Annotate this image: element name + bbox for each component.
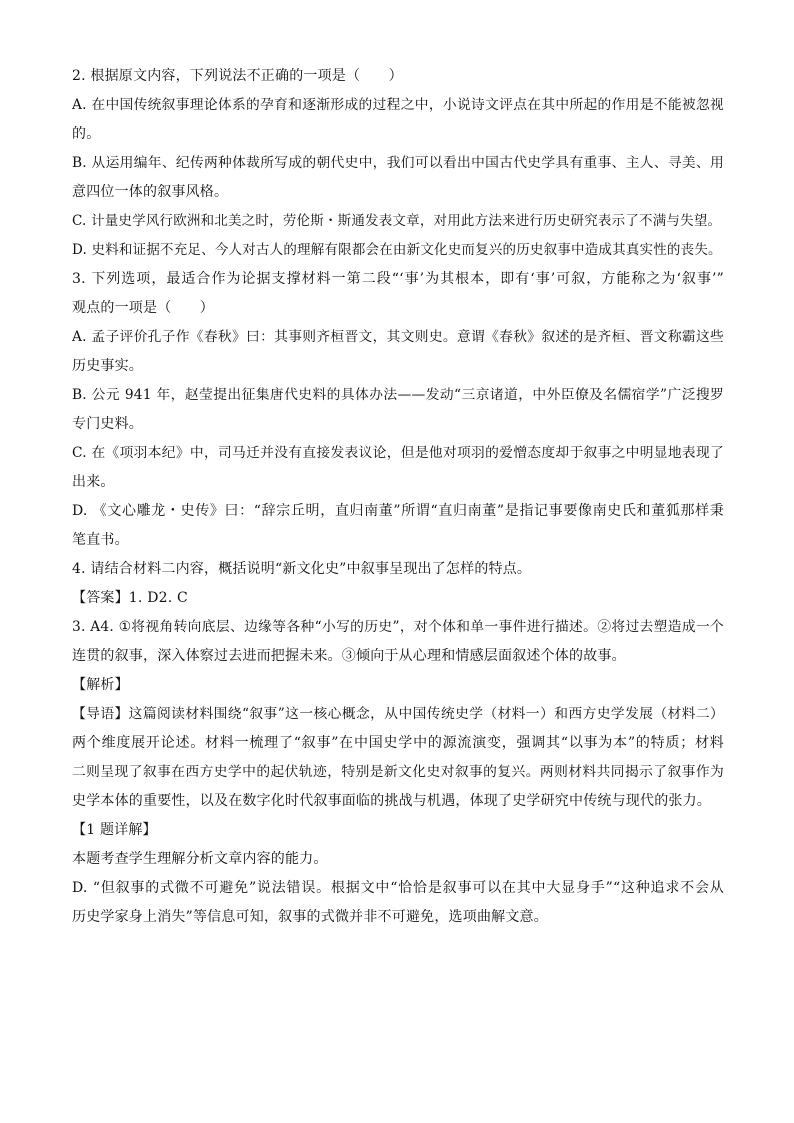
q3-option-d-line2: 笔直书。 bbox=[72, 532, 129, 548]
q3-option-a-line1: A. 孟子评价孔子作《春秋》曰：其事则齐桓晋文，其文则史。意谓《春秋》叙述的是齐桓、晋文称霸这些 bbox=[72, 329, 724, 345]
q2-option-b-line1: B. 从运用编年、纪传两种体裁所写成的朝代史中，我们可以看出中国古代史学具有重事、主人、寻美、用 bbox=[72, 155, 724, 171]
q3-stem-line2: 观点的一项是（ ） bbox=[72, 300, 214, 316]
q2-option-a-line2: 的。 bbox=[72, 126, 101, 142]
answer-heading: 【答案】1. D2. C bbox=[72, 590, 188, 606]
q2-stem: 2. 根据原文内容，下列说法不正确的一项是（ ） bbox=[72, 68, 403, 84]
q3-option-a-line2: 历史事实。 bbox=[72, 358, 143, 374]
answer-line1: 3. A4. ①将视角转向底层、边缘等各种“小写的历史”，对个体和单一事件进行描述。②将过去塑造成一个 bbox=[72, 619, 724, 635]
guide-line4: 史学本体的重要性，以及在数字化时代叙事面临的挑战与机遇，体现了史学研究中传统与现代的张力。 bbox=[72, 793, 711, 809]
q1-detail-d-line2: 历史学家身上消失”等信息可知，叙事的式微并非不可避免，选项曲解文意。 bbox=[72, 909, 548, 925]
q1-detail-d-line1: D. “但叙事的式微不可避免”说法错误。根据文中“恰恰是叙事可以在其中大显身手”“这种追求不会从 bbox=[72, 880, 724, 896]
q3-stem-line1: 3. 下列选项，最适合作为论据支撑材料一第二段“‘事’为其根本，即有‘事’可叙，方能称之为‘叙事’” bbox=[72, 271, 724, 287]
guide-line2: 两个维度展开论述。材料一梳理了“叙事”在中国史学中的源流演变，强调其“以事为本”的特质；材料 bbox=[72, 735, 724, 751]
document-page bbox=[72, 62, 724, 932]
q3-option-d-line1: D. 《文心雕龙・史传》曰：“辞宗丘明，直归南董”所谓“直归南董”是指记事要像南史氏和董狐那样秉 bbox=[72, 503, 724, 519]
guide-line1: 【导语】这篇阅读材料围绕“叙事”这一核心概念，从中国传统史学（材料一）和西方史学发展（材料二） bbox=[72, 706, 724, 722]
q3-option-b-line2: 专门史料。 bbox=[72, 416, 143, 432]
q4-stem: 4. 请结合材料二内容，概括说明“新文化史”中叙事呈现出了怎样的特点。 bbox=[72, 561, 532, 577]
q1-detail-intro: 本题考查学生理解分析文章内容的能力。 bbox=[72, 851, 328, 867]
q3-option-b-line1: B. 公元 941 年，赵莹提出征集唐代史料的具体办法——发动“三京诸道，中外臣僚及名儒宿学”广泛搜罗 bbox=[72, 387, 724, 403]
answer-line2: 连贯的叙事，深入体察过去进而把握未来。③倾向于从心理和情感层面叙述个体的故事。 bbox=[72, 648, 626, 664]
q2-option-a-line1: A. 在中国传统叙事理论体系的孕育和逐渐形成的过程之中，小说诗文评点在其中所起的作用是不能被忽视 bbox=[72, 97, 724, 113]
analysis-heading: 【解析】 bbox=[72, 677, 129, 693]
q1-detail-heading: 【1 题详解】 bbox=[72, 822, 157, 838]
q2-option-c: C. 计量史学风行欧洲和北美之时，劳伦斯・斯通发表文章，对用此方法来进行历史研究表示了不满与失望。 bbox=[72, 213, 722, 229]
q2-option-d: D. 史料和证据不充足、今人对古人的理解有限都会在由新文化史而复兴的历史叙事中造成其真实性的丧失。 bbox=[72, 242, 722, 258]
q3-option-c-line2: 出来。 bbox=[72, 474, 115, 490]
q2-option-b-line2: 意四位一体的叙事风格。 bbox=[72, 184, 229, 200]
q3-option-c-line1: C. 在《项羽本纪》中，司马迁并没有直接发表议论，但是他对项羽的爱憎态度却于叙事之中明显地表现了 bbox=[72, 445, 724, 461]
guide-line3: 二则呈现了叙事在西方史学中的起伏轨迹，特别是新文化史对叙事的复兴。两则材料共同揭示了叙事作为 bbox=[72, 764, 724, 780]
